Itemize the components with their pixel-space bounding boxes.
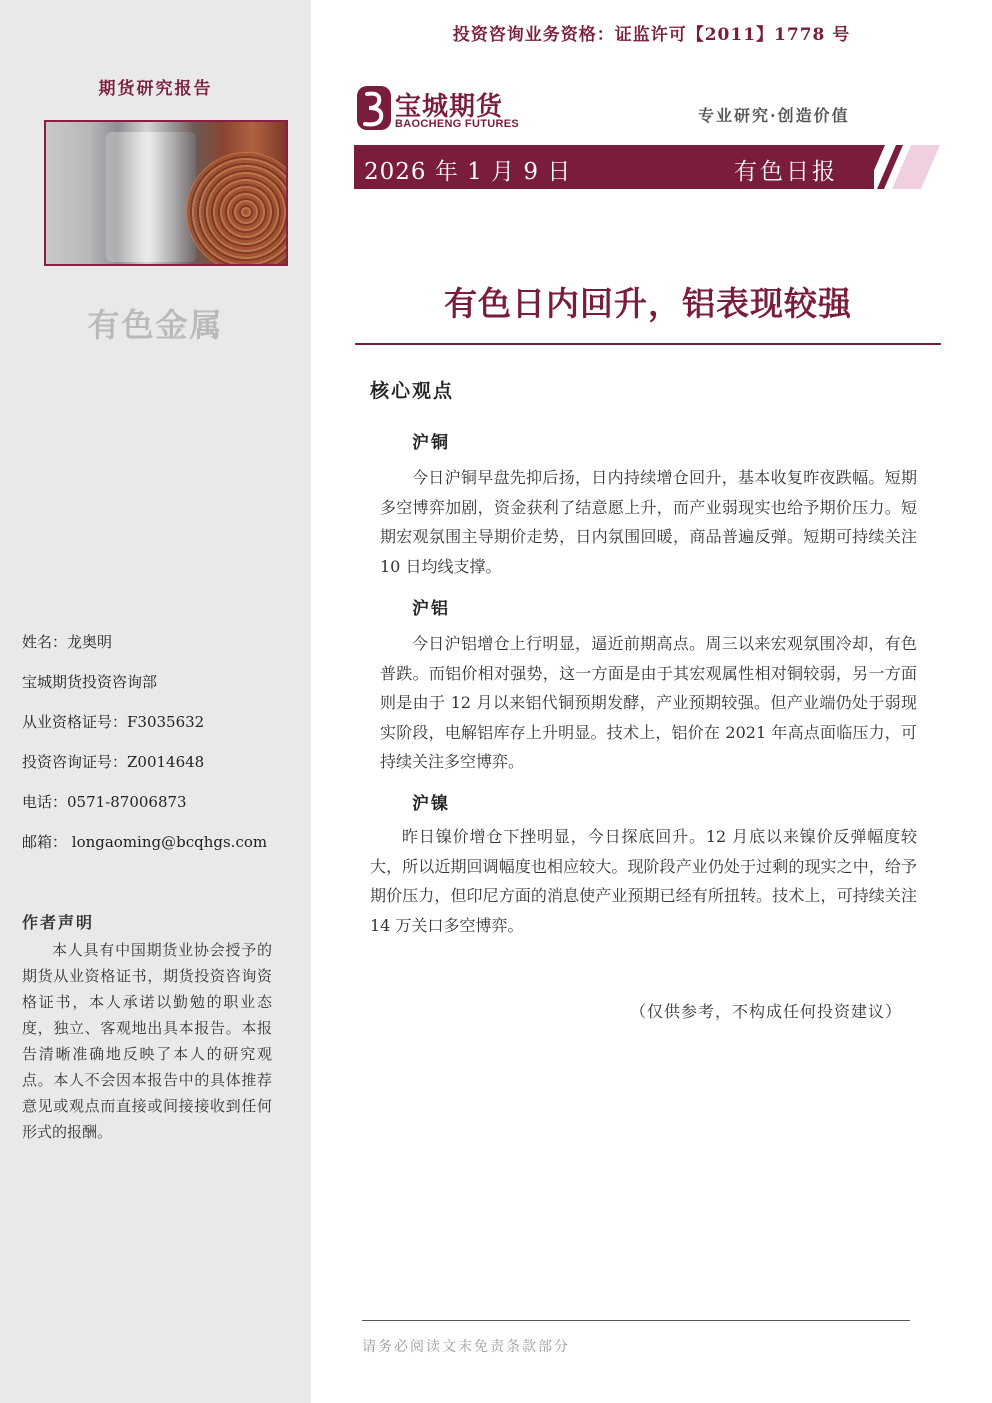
analyst-phone: 电话：0571-87006873 [22, 793, 187, 811]
section-heading-aluminum: 沪铝 [412, 599, 450, 619]
date-banner [354, 145, 874, 189]
core-view-heading: 核心观点 [370, 380, 455, 402]
analyst-email: 邮箱： longaoming@bcqhgs.com [22, 833, 268, 851]
section-text-nickel: 昨日镍价增仓下挫明显，今日探底回升。12 月底以来镍价反弹幅度较大，所以近期回调幅度也相应较大。现阶段产业仍处于过剩的现实之中，给予期价压力，但印尼方面的消息使产业预期已经有所扭转。技术上，可持续关注 14 万关口多空博弈。 [370, 827, 917, 935]
category-label: 有色金属 [87, 306, 224, 344]
report-title: 有色日内回升，铝表现较强 [444, 284, 852, 323]
declaration-text: 本人具有中国期货业协会授予的期货从业资格证书，期货投资咨询资格证书，本人承诺以勤勉的职业态度，独立、客观地出具本报告。本报告清晰准确地反映了本人的研究观点。本人不会因本报告中的具体推荐意见或观点而直接或间接接收到任何形式的报酬。 [22, 941, 272, 1141]
footer-note: 请务必阅读文末免责条款部分 [362, 1339, 570, 1355]
section-text-aluminum: 今日沪铝增仓上行明显，逼近前期高点。周三以来宏观氛围冷却，有色普跌。而铝价相对强势，这一方面是由于其宏观属性相对铜较弱，另一方面则是由于 12 月以来铝代铜预期发酵，产业预期较强。但产业端仍处于弱现实阶段，电解铝库存上升明显。技术上，铝价在 2021 年高点面临压力，可持续关注多空博弈。 [380, 634, 917, 771]
declaration-title: 作者声明 [22, 913, 95, 932]
report-series-heading: 期货研究报告 [98, 79, 213, 99]
license-line: 投资咨询业务资格：证监许可【2011】1778 号 [452, 25, 851, 45]
slogan: 专业研究·创造价值 [698, 106, 850, 125]
company-logo [355, 84, 555, 136]
section-text-copper: 今日沪铜早盘先抑后扬，日内持续增仓回升，基本收复昨夜跌幅。短期多空博弈加剧，资金获利了结意愿上升，而产业弱现实也给予期价压力。短期宏观氛围主导期价走势，日内氛围回暖，商品普遍反弹。短期可持续关注 10 日均线支撑。 [380, 468, 917, 576]
title-divider [355, 343, 941, 345]
report-date: 2026 年 1 月 9 日 [364, 159, 572, 185]
analyst-qualification: 从业资格证号：F3035632 [22, 713, 205, 731]
analyst-name: 姓名：龙奥明 [22, 633, 113, 651]
logo-mark-icon [355, 84, 393, 132]
footer-divider [362, 1320, 910, 1321]
analyst-info [22, 630, 267, 870]
analyst-department: 宝城期货投资咨询部 [22, 673, 158, 691]
section-heading-nickel: 沪镍 [412, 794, 450, 814]
section-heading-copper: 沪铜 [412, 433, 450, 453]
disclaimer: （仅供参考，不构成任何投资建议） [630, 1002, 903, 1021]
analyst-consulting-cert: 投资咨询证号：Z0014648 [22, 753, 205, 771]
report-type: 有色日报 [734, 159, 838, 185]
sidebar [0, 0, 311, 1403]
cover-photo [44, 120, 288, 266]
logo-english-name: BAOCHENG FUTURES [395, 118, 519, 130]
banner-stripes-icon [855, 145, 955, 189]
logo-chinese-name: 宝城期货 [395, 92, 504, 122]
